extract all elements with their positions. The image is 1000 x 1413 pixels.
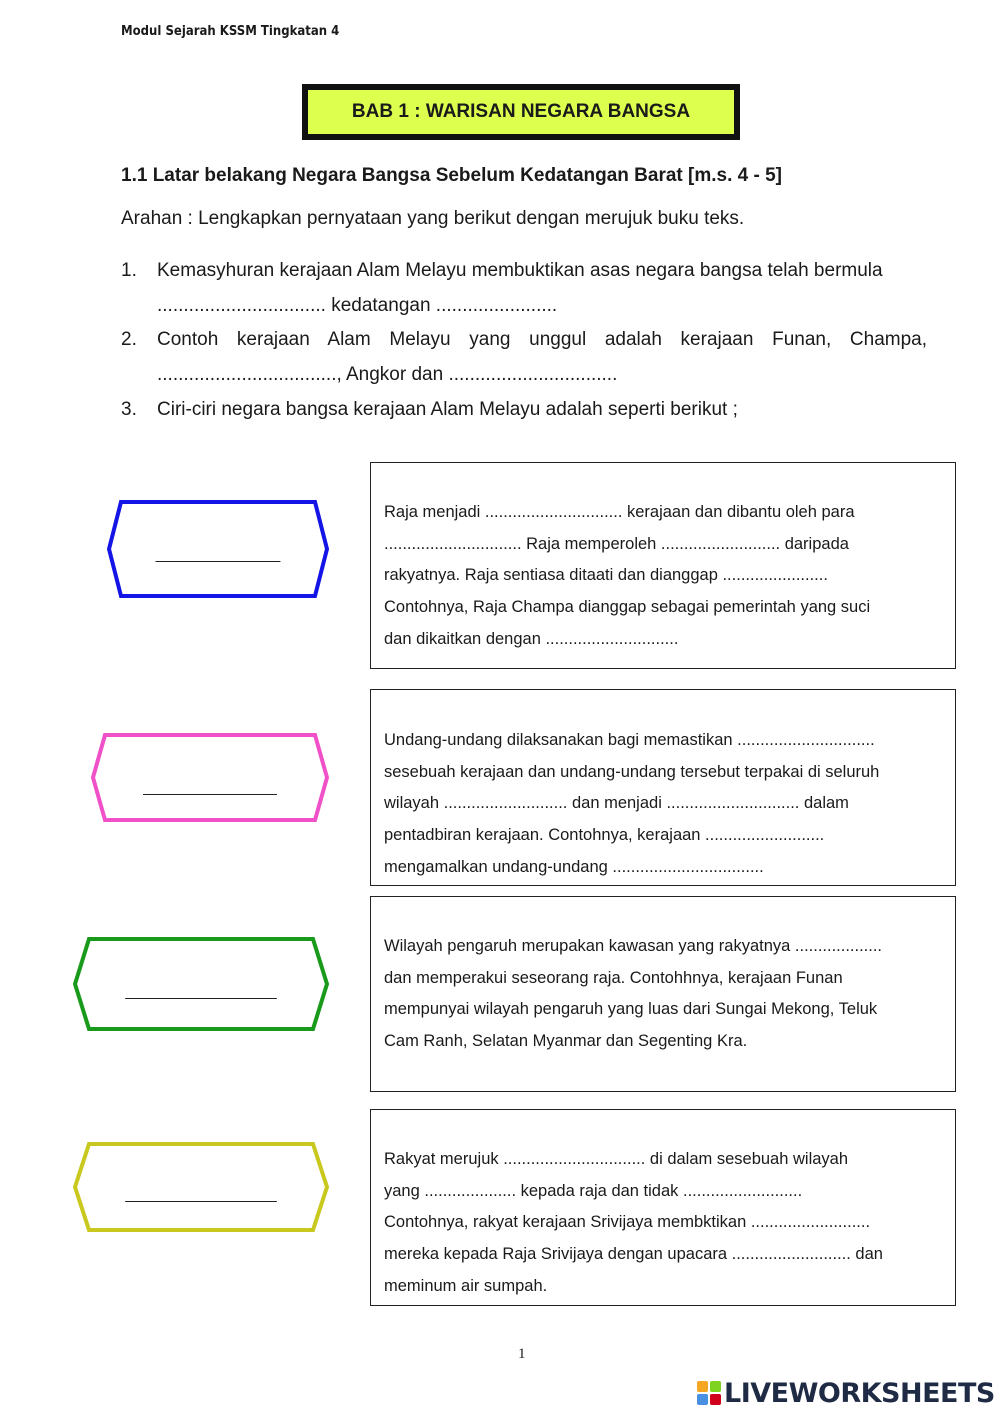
description-line: Wilayah pengaruh merupakan kawasan yang rakyatnya ................... [384, 937, 883, 955]
logo-tile [710, 1394, 721, 1405]
question-line: ................................ kedatangan ....................... [157, 295, 558, 316]
chapter-title-box [302, 84, 740, 140]
description-line: Undang-undang dilaksanakan bagi memastikan .............................. [384, 731, 875, 749]
liveworksheets-icon [697, 1381, 721, 1405]
feature-answer-blank[interactable]: _______________ [143, 779, 277, 796]
logo-tile [697, 1381, 708, 1392]
feature-description-box-3 [370, 896, 956, 1092]
question-text [157, 392, 927, 427]
question-text [157, 322, 927, 392]
question-1 [121, 253, 927, 323]
feature-label-shape-4 [73, 1142, 329, 1232]
description-line: yang .................... kepada raja dan tidak .......................... [384, 1181, 803, 1200]
feature-label-shape-3 [73, 937, 329, 1031]
section-heading: 1.1 Latar belakang Negara Bangsa Sebelum Kedatangan Barat [m.s. 4 - 5] [121, 165, 783, 186]
feature-label-shape-1 [107, 500, 329, 598]
question-line: Kemasyhuran kerajaan Alam Melayu membuktikan asas negara bangsa telah bermula [157, 260, 883, 281]
description-line: rakyatnya. Raja sentiasa ditaati dan dianggap ....................... [384, 566, 828, 585]
description-line: mereka kepada Raja Srivijaya dengan upacara .......................... dan [384, 1245, 883, 1264]
question-line: Contoh kerajaan Alam Melayu yang unggul adalah kerajaan Funan, Champa, [157, 329, 927, 350]
description-line: Raja menjadi .............................. kerajaan dan dibantu oleh para [384, 503, 855, 521]
description-line: Contohnya, Raja Champa dianggap sebagai pemerintah yang suci [384, 598, 871, 617]
instruction-text: Arahan : Lengkapkan pernyataan yang berikut dengan merujuk buku teks. [121, 208, 745, 229]
question-line: Ciri-ciri negara bangsa kerajaan Alam Melayu adalah seperti berikut ; [157, 399, 738, 420]
description-line: .............................. Raja memperoleh .......................... daripada [384, 534, 849, 553]
feature-answer-blank[interactable]: _________________ [125, 983, 277, 1000]
description-line: Contohnya, rakyat kerajaan Srivijaya membktikan .......................... [384, 1213, 871, 1232]
description-line: dan dikaitkan dengan ............................. [384, 629, 679, 648]
question-2 [121, 322, 927, 392]
question-number: 2. [121, 329, 137, 350]
question-number: 1. [121, 260, 137, 281]
description-line: mengamalkan undang-undang ................................. [384, 857, 764, 876]
page-number: 1 [518, 1346, 526, 1362]
question-line: .................................., Angkor dan ................................ [157, 364, 618, 385]
feature-description-box-4 [370, 1109, 956, 1306]
feature-description-box-1 [370, 462, 956, 669]
description-line: wilayah ........................... dan menjadi ............................. dalam [384, 794, 849, 813]
question-text [157, 253, 927, 323]
module-header: Modul Sejarah KSSM Tingkatan 4 [121, 24, 340, 39]
feature-description-box-2 [370, 689, 956, 886]
description-line: pentadbiran kerajaan. Contohnya, kerajaan .......................... [384, 826, 825, 845]
description-line: meminum air sumpah. [384, 1276, 548, 1295]
description-line: mempunyai wilayah pengaruh yang luas dari Sungai Mekong, Teluk [384, 1000, 878, 1019]
logo-tile [710, 1381, 721, 1392]
question-number: 3. [121, 399, 137, 420]
liveworksheets-wordmark: LIVEWORKSHEETS [724, 1377, 995, 1409]
feature-label-shape-2 [91, 733, 329, 822]
liveworksheets-logo[interactable] [697, 1376, 995, 1410]
logo-tile [697, 1394, 708, 1405]
hexagon-outline [93, 735, 327, 820]
description-line: Cam Ranh, Selatan Myanmar dan Segenting Kra. [384, 1032, 748, 1051]
question-3 [121, 392, 927, 427]
chapter-title: BAB 1 : WARISAN NEGARA BANGSA [306, 88, 736, 136]
description-line: dan memperakui seseorang raja. Contohhnya, kerajaan Funan [384, 968, 843, 987]
description-line: sesebuah kerajaan dan undang-undang tersebut terpakai di seluruh [384, 762, 880, 781]
description-line: Rakyat merujuk ............................... di dalam sesebuah wilayah [384, 1150, 849, 1168]
feature-answer-blank[interactable]: _________________ [125, 1186, 277, 1203]
feature-answer-blank[interactable]: ______________ [155, 546, 281, 563]
